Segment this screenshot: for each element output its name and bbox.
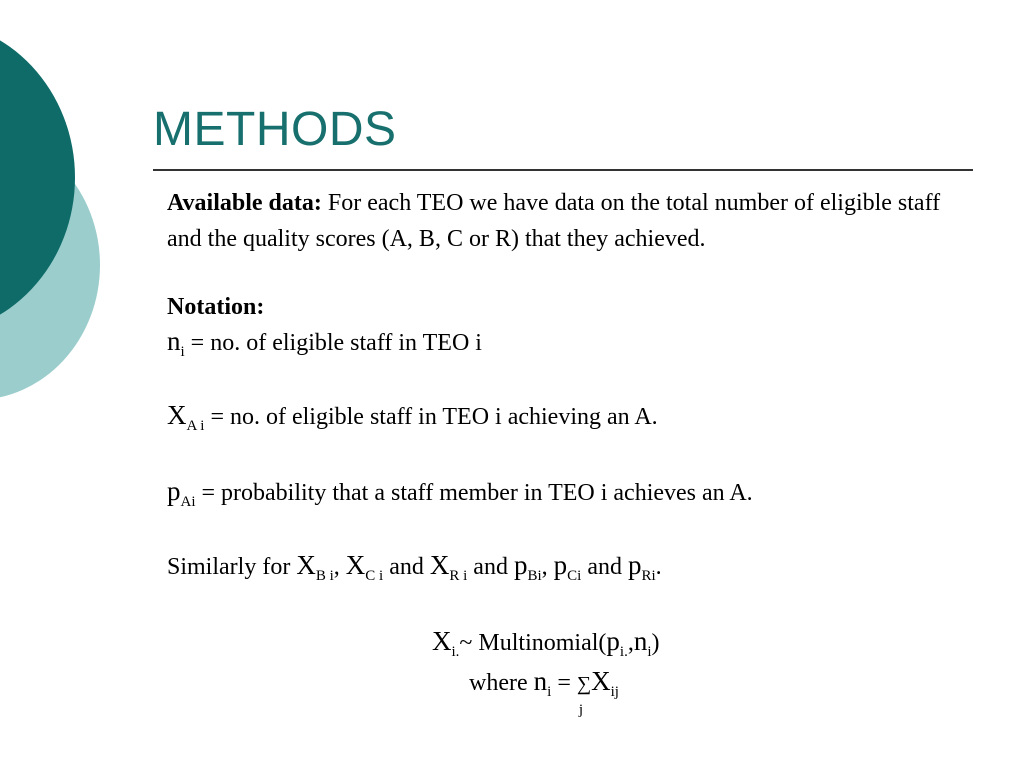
xc-subscript: C i: [365, 568, 384, 584]
xb-subscript: B i: [315, 568, 334, 584]
where-word: where: [469, 670, 528, 696]
dist-p-variable: p: [606, 626, 620, 656]
dist-n-variable: n: [633, 626, 648, 656]
period: .: [655, 554, 662, 580]
multinomial-row: [432, 625, 660, 659]
p-variable: p: [167, 476, 181, 506]
multinomial-text: ~ Multinomial(: [459, 630, 607, 656]
and-1: and: [389, 554, 424, 580]
dist-close: ): [651, 630, 660, 656]
where-n-variable: n: [533, 666, 548, 696]
x-definition: = no. of eligible staff in TEO i achieving an A.: [210, 404, 658, 430]
comma-2: ,: [541, 554, 548, 580]
notation-heading: [167, 291, 264, 323]
xr-variable: X: [429, 550, 450, 580]
pb-variable: p: [513, 550, 528, 580]
p-subscript: Ai: [180, 494, 196, 510]
where-row: [469, 665, 619, 718]
where-equals: =: [557, 670, 571, 696]
notation-p-row: [167, 475, 753, 509]
sum-icon: [576, 668, 592, 718]
and-3: and: [587, 554, 622, 580]
pr-variable: p: [627, 550, 642, 580]
notation-n-row: [167, 325, 482, 359]
available-data-text: For each TEO we have data on the total number of eligible staff and the quality scores (A, B, C or R) that they achieved.: [167, 190, 941, 252]
dist-x-subscript: i.: [451, 644, 460, 660]
pr-subscript: Ri: [641, 568, 656, 584]
similarly-row: [167, 549, 662, 583]
dist-p-subscript: i.: [619, 644, 628, 660]
dist-x-variable: X: [432, 626, 452, 656]
comma-1: ,: [333, 554, 340, 580]
notation-label: Notation:: [167, 294, 265, 320]
dist-n-subscript: i: [647, 644, 652, 660]
similarly-prefix: Similarly for: [167, 554, 291, 580]
x-subscript: A i: [186, 418, 205, 434]
title-divider: [153, 169, 973, 171]
sum-limit: j: [578, 702, 584, 718]
n-subscript: i: [180, 344, 185, 360]
where-x-variable: X: [591, 666, 611, 696]
and-2: and: [473, 554, 508, 580]
where-n-subscript: i: [547, 684, 552, 700]
slide-title: METHODS: [153, 103, 397, 156]
available-data-label: Available data:: [167, 190, 322, 216]
pc-subscript: Ci: [567, 568, 582, 584]
where-x-subscript: ij: [610, 684, 619, 700]
notation-x-row: [167, 399, 658, 433]
x-variable: X: [167, 400, 187, 430]
n-definition: = no. of eligible staff in TEO i: [190, 330, 482, 356]
available-data-paragraph: [167, 185, 977, 257]
pb-subscript: Bi: [527, 568, 542, 584]
n-variable: n: [167, 326, 181, 356]
xr-subscript: R i: [449, 568, 468, 584]
p-definition: = probability that a staff member in TEO i achieves an A.: [201, 480, 753, 506]
xb-variable: X: [296, 550, 316, 580]
pc-variable: p: [553, 550, 568, 580]
xc-variable: X: [345, 550, 366, 580]
dist-comma: ,: [627, 630, 634, 656]
sum-symbol: ∑: [576, 673, 592, 695]
